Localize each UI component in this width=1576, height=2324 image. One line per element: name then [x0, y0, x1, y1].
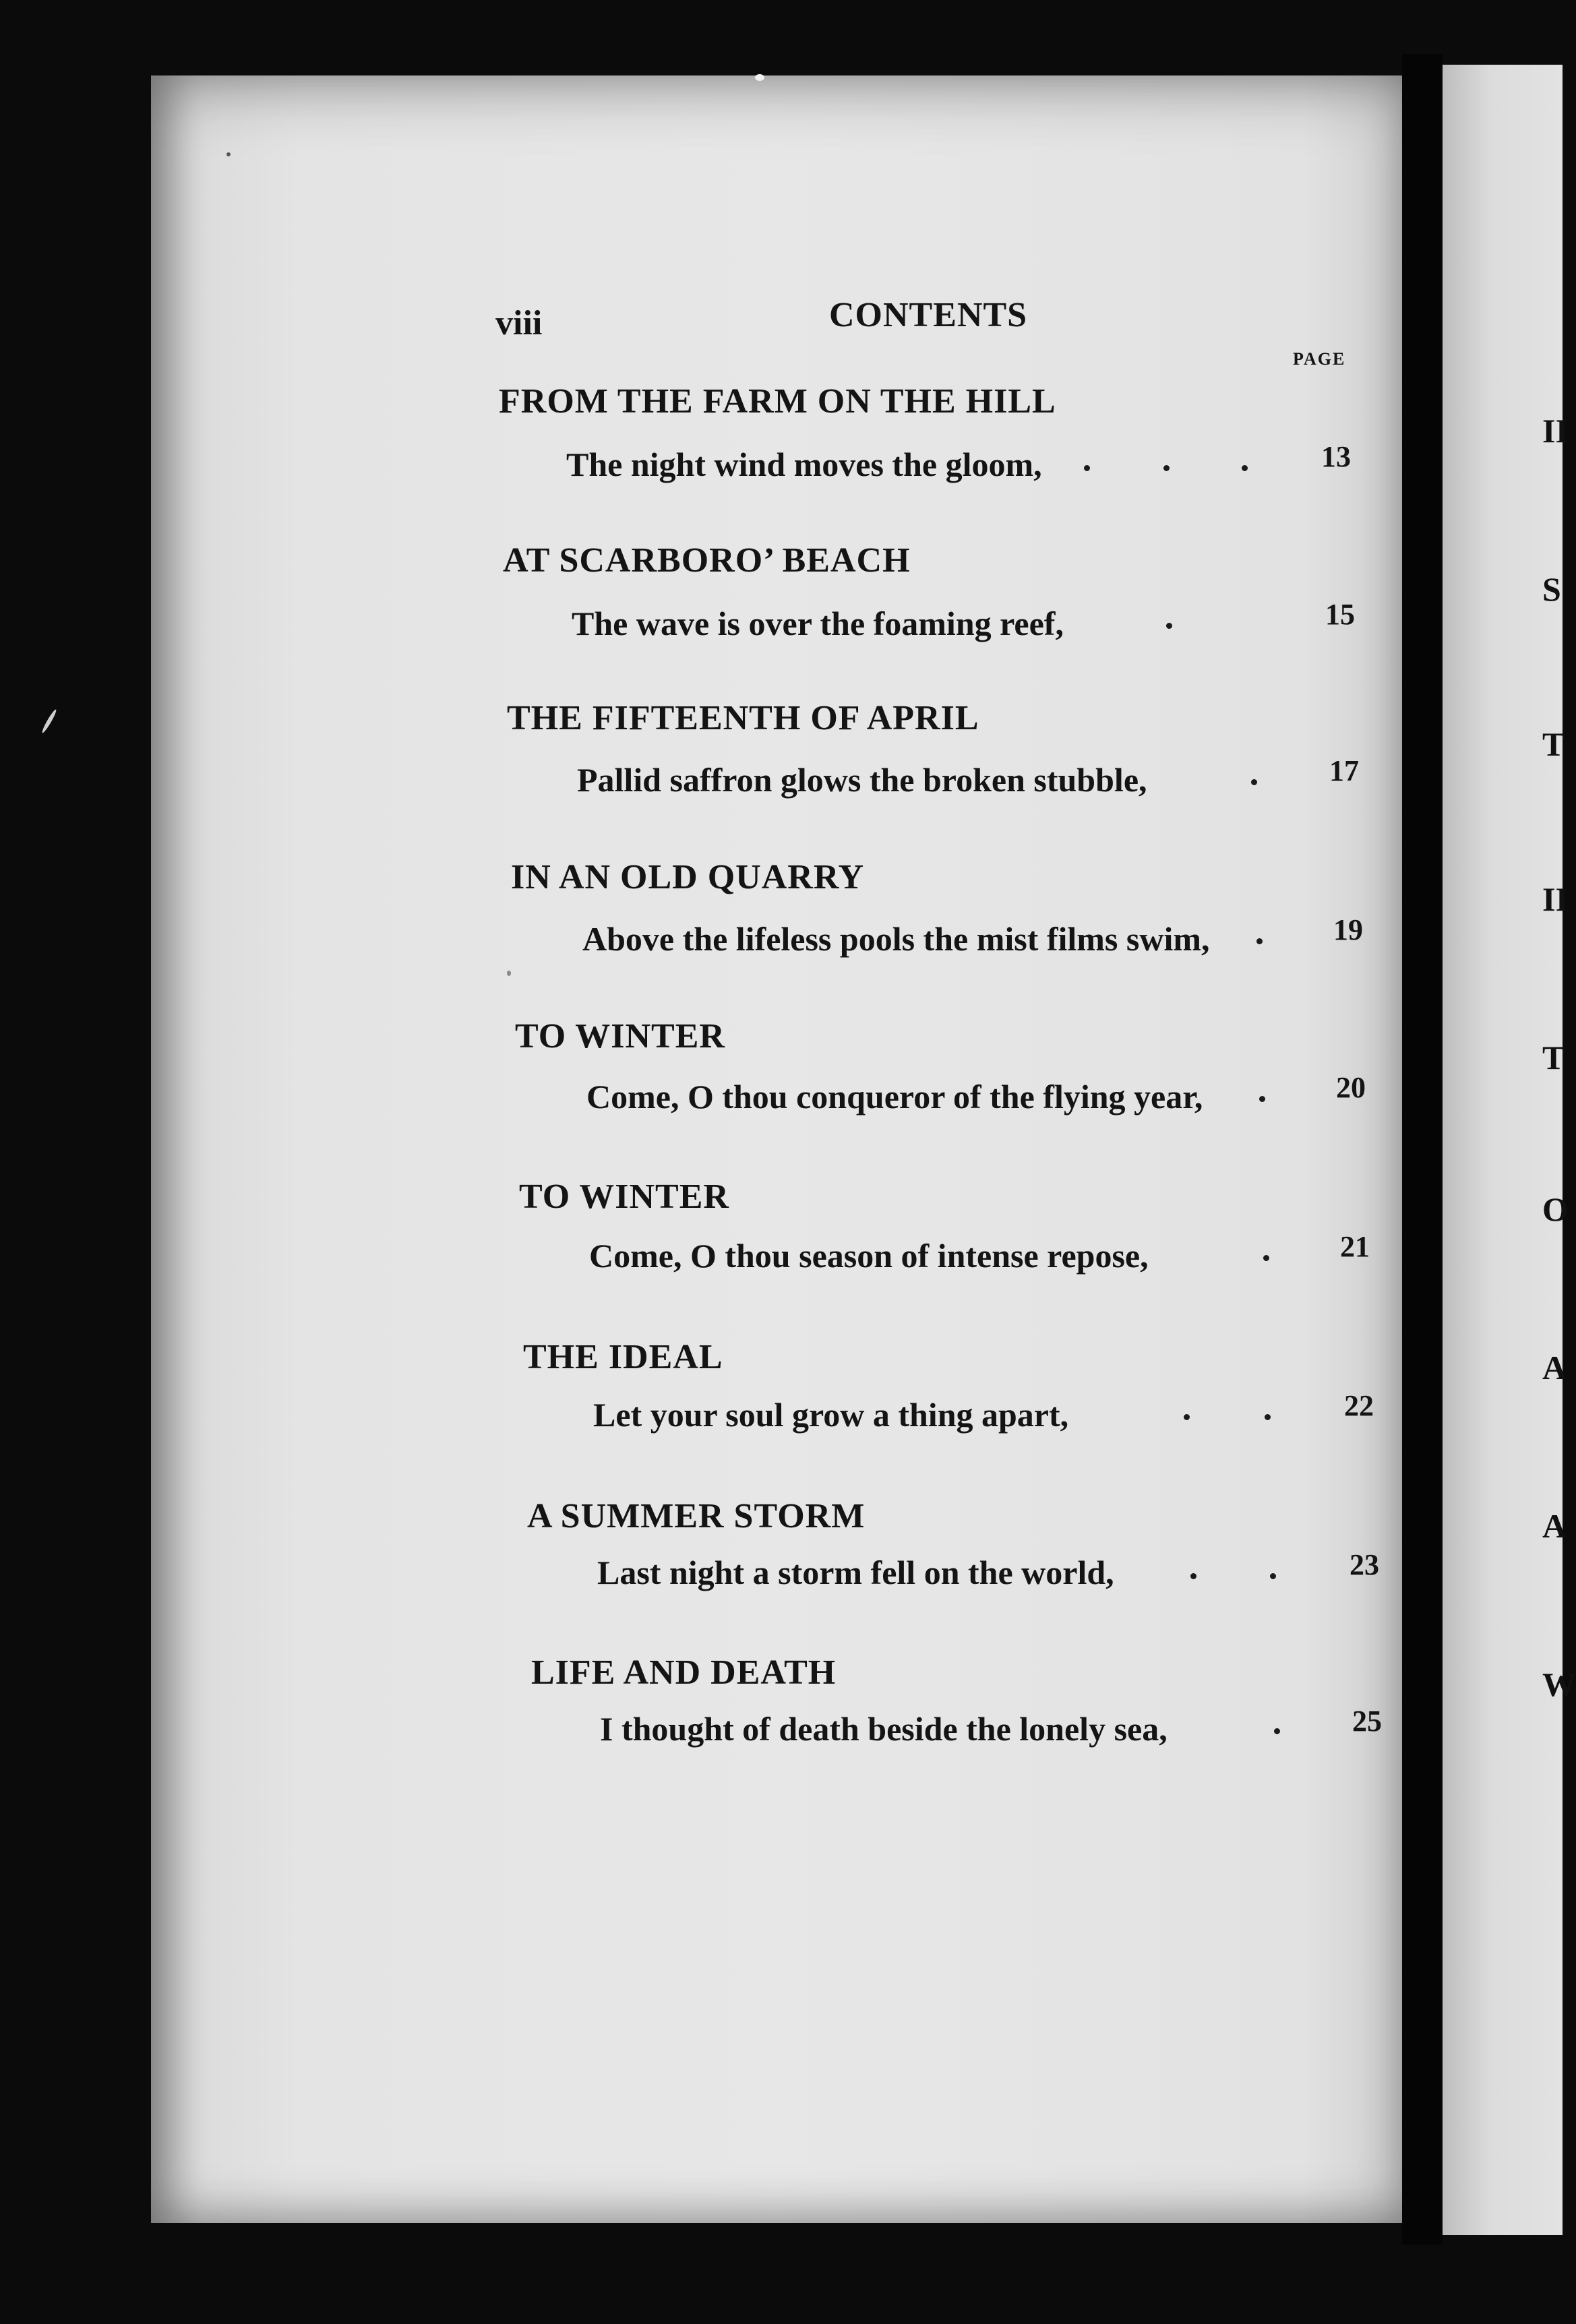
scan-artifact	[40, 708, 57, 734]
leader-dot	[1242, 465, 1248, 471]
leader-dot	[1259, 1096, 1265, 1102]
entry-title: IN AN OLD QUARRY	[511, 858, 865, 896]
entry-title: AT SCARBORO’ BEACH	[503, 541, 911, 580]
scan-artifact	[507, 971, 511, 976]
facing-page-letter: II	[1542, 880, 1569, 918]
leader-dot	[1251, 779, 1257, 785]
facing-page-letter: A	[1542, 1507, 1567, 1545]
entry-page-number: 20	[1336, 1071, 1366, 1104]
leader-dot	[1163, 465, 1170, 471]
facing-page-letter: S	[1542, 570, 1561, 608]
leader-dot	[1166, 623, 1172, 629]
facing-page-letter: W	[1542, 1665, 1576, 1703]
entry-page-number: 15	[1325, 598, 1355, 631]
scan-artifact	[226, 152, 231, 156]
leader-dot	[1274, 1728, 1280, 1734]
entry-first-line: Pallid saffron glows the broken stubble,	[577, 761, 1147, 799]
entry-title: A SUMMER STORM	[527, 1497, 866, 1535]
leader-dot	[1256, 938, 1263, 944]
entry-page-number: 22	[1344, 1389, 1374, 1422]
entry-first-line: Come, O thou season of intense repose,	[589, 1237, 1149, 1275]
entry-title: THE IDEAL	[523, 1338, 723, 1376]
entry-page-number: 17	[1329, 754, 1359, 787]
leader-dot	[1084, 465, 1090, 471]
scan-artifact	[755, 74, 764, 81]
page-column-label: PAGE	[1293, 349, 1346, 369]
facing-page-edge	[1443, 65, 1563, 2235]
entry-first-line: I thought of death beside the lonely sea,	[600, 1710, 1168, 1748]
entry-first-line: Last night a storm fell on the world,	[597, 1554, 1114, 1591]
facing-page-letter: T	[1542, 1039, 1565, 1076]
facing-page-letter: A	[1542, 1349, 1567, 1386]
leader-dot	[1263, 1255, 1269, 1261]
entry-title: FROM THE FARM ON THE HILL	[499, 382, 1056, 421]
entry-page-number: 23	[1350, 1548, 1379, 1581]
entry-first-line: The night wind moves the gloom,	[566, 446, 1042, 483]
entry-page-number: 13	[1321, 440, 1351, 473]
facing-page-letter: O	[1542, 1190, 1569, 1228]
page-folio: viii	[495, 304, 543, 342]
leader-dot	[1190, 1573, 1196, 1579]
leader-dot	[1265, 1414, 1271, 1420]
contents-heading: CONTENTS	[829, 296, 1028, 334]
facing-page-letter: II	[1542, 412, 1569, 450]
entry-first-line: Come, O thou conqueror of the flying year,	[586, 1078, 1203, 1115]
entry-title: THE FIFTEENTH OF APRIL	[507, 699, 979, 737]
entry-page-number: 21	[1340, 1230, 1370, 1263]
leader-dot	[1184, 1414, 1190, 1420]
entry-page-number: 25	[1352, 1705, 1382, 1738]
entry-first-line: Above the lifeless pools the mist films swim,	[582, 920, 1210, 958]
book-gutter	[1402, 54, 1443, 2244]
leader-dot	[1270, 1573, 1276, 1579]
entry-title: TO WINTER	[519, 1178, 729, 1216]
entry-first-line: The wave is over the foaming reef,	[572, 605, 1064, 642]
facing-page-letter: T	[1542, 725, 1565, 763]
entry-first-line: Let your soul grow a thing apart,	[593, 1396, 1069, 1434]
entry-page-number: 19	[1333, 913, 1363, 946]
entry-title: TO WINTER	[515, 1017, 725, 1056]
entry-title: LIFE AND DEATH	[531, 1653, 837, 1692]
